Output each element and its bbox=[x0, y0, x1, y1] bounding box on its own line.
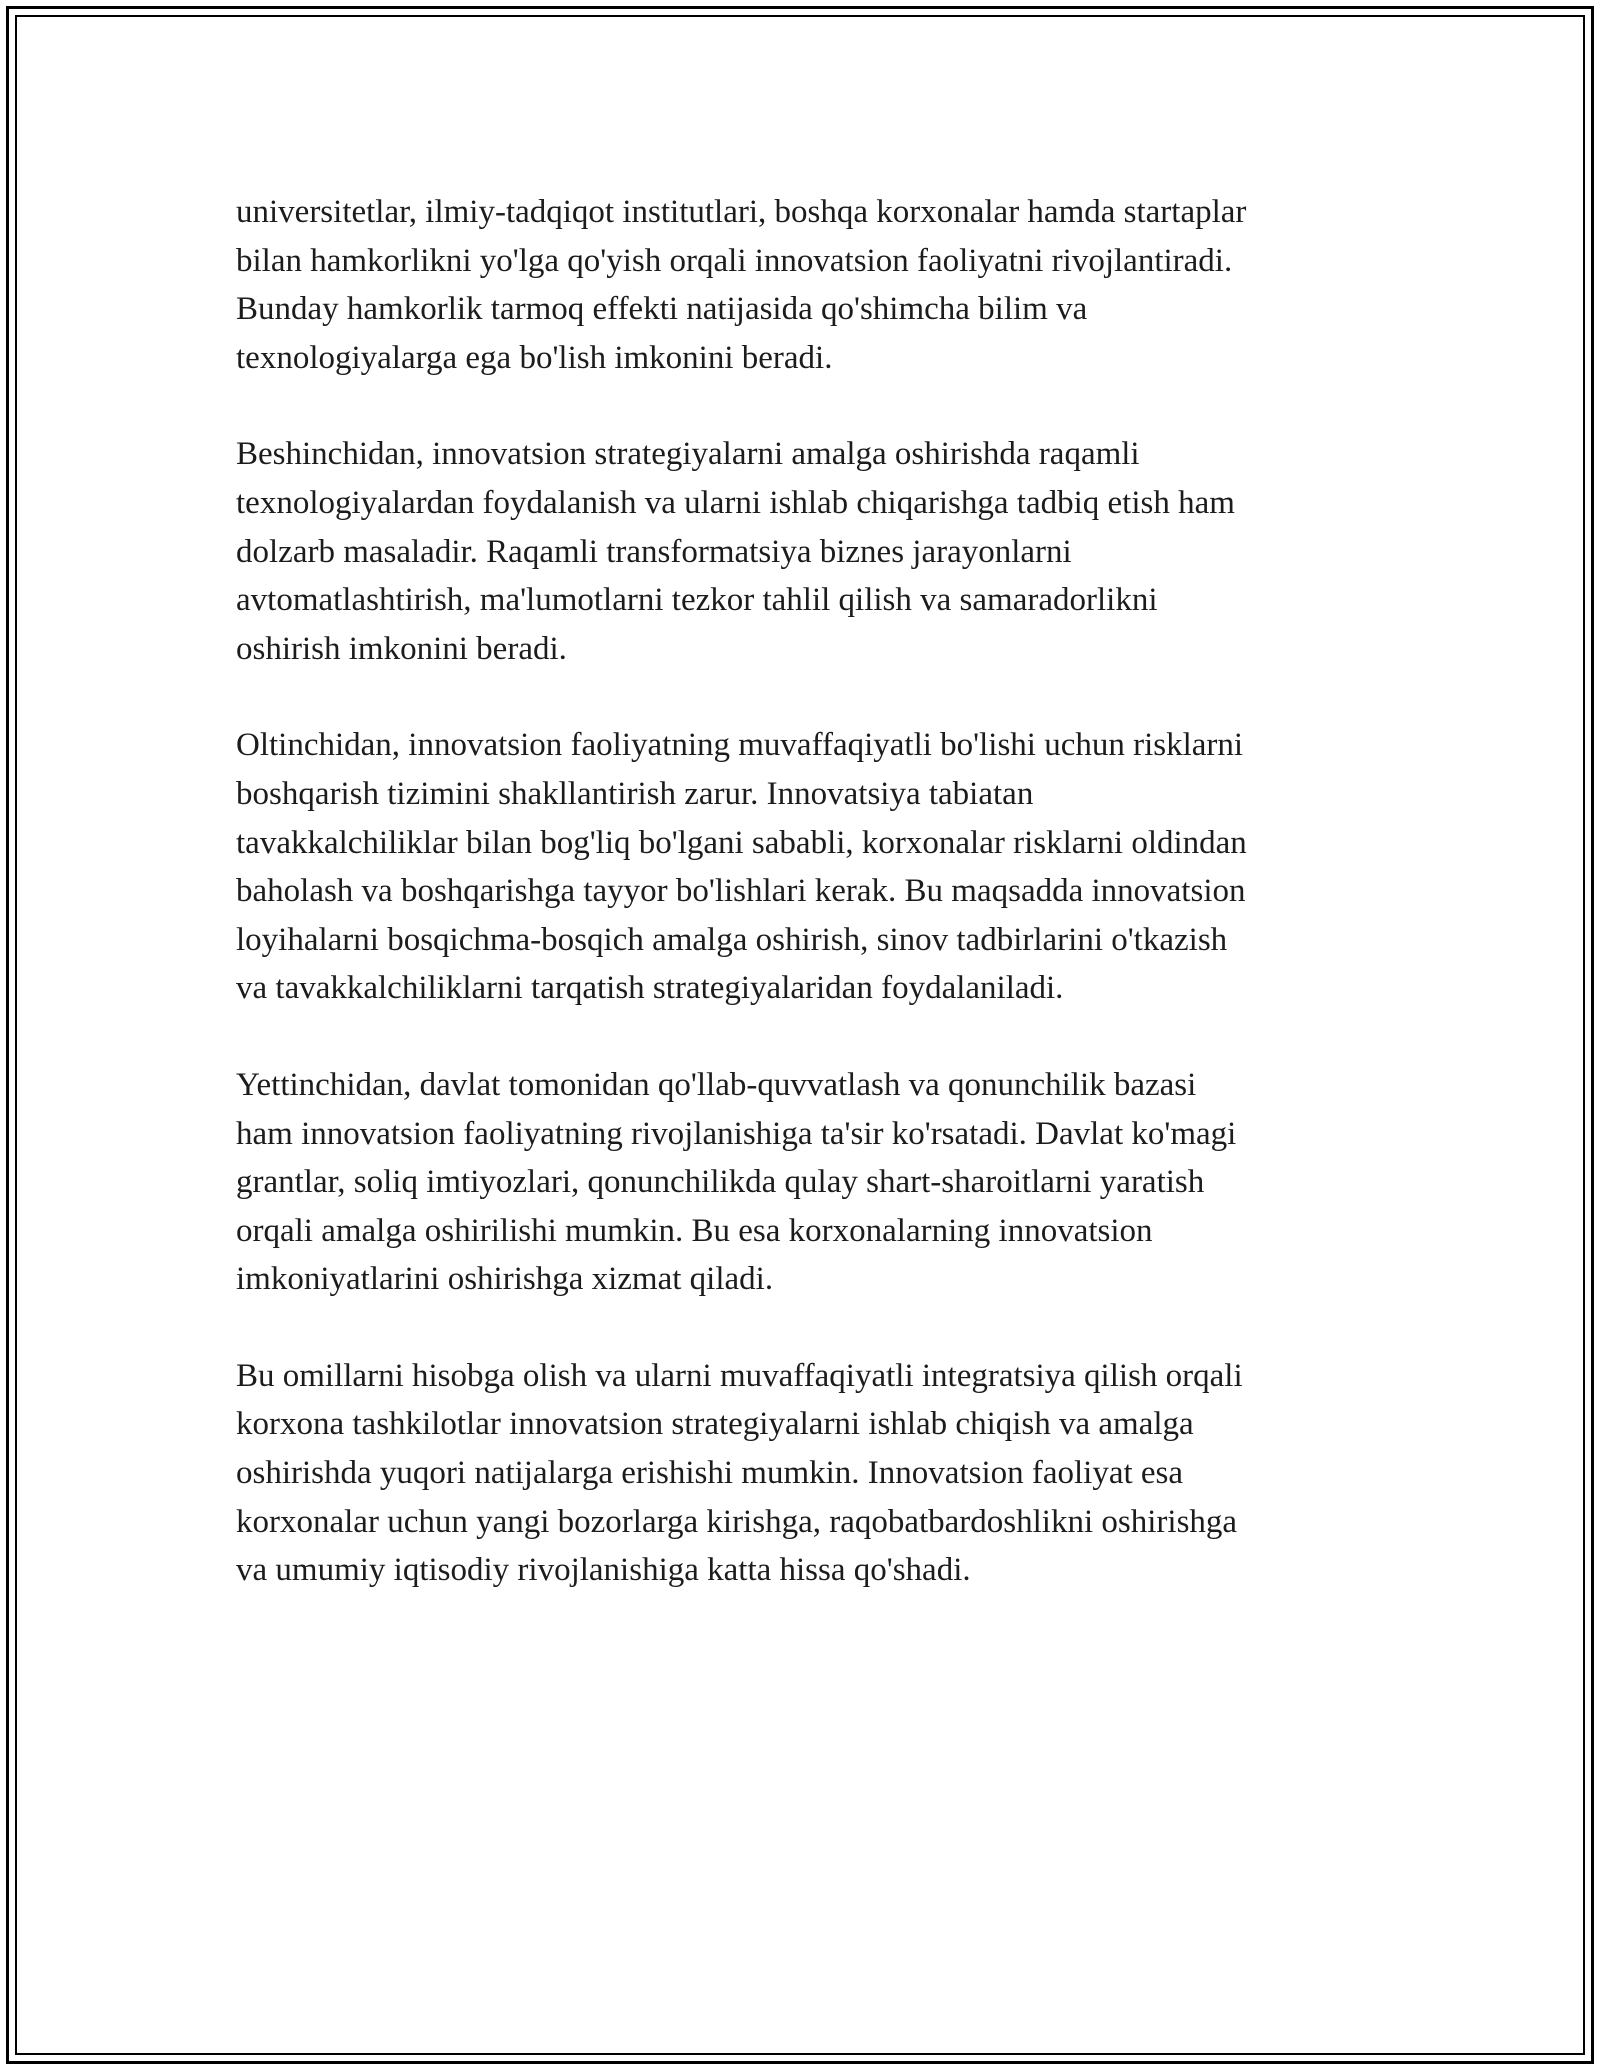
text-line: Oltinchidan, innovatsion faoliyatning muvaffaqiyatli bo'lishi uchun risklarni bbox=[236, 727, 1244, 764]
text-line: bilan hamkorlikni yo'lga qo'yish orqali innovatsion faoliyatni rivojlantiradi. bbox=[236, 242, 1233, 279]
text-line: avtomatlashtirish, ma'lumotlarni tezkor tahlil qilish va samaradorlikni bbox=[236, 582, 1158, 619]
text-line: Bu omillarni hisobga olish va ularni muvaffaqiyatli integratsiya qilish orqali bbox=[236, 1357, 1243, 1394]
text-line: universitetlar, ilmiy-tadqiqot institutlari, boshqa korxonalar hamda startaplar bbox=[236, 194, 1247, 230]
paragraph-fifth bbox=[236, 430, 1376, 673]
text-line: texnologiyalardan foydalanish va ularni ishlab chiqarishga tadbiq etish ham bbox=[236, 484, 1235, 521]
paragraph-conclusion bbox=[236, 1352, 1376, 1595]
text-line: texnologiyalarga ega bo'lish imkonini beradi. bbox=[236, 339, 833, 376]
text-line: va tavakkalchiliklarni tarqatish strategiyalaridan foydalaniladi. bbox=[236, 970, 1064, 1007]
paragraph-partnerships bbox=[236, 188, 1376, 382]
text-line: imkoniyatlarini oshirishga xizmat qiladi. bbox=[236, 1261, 774, 1298]
text-line: dolzarb masaladir. Raqamli transformatsiya biznes jarayonlarni bbox=[236, 533, 1072, 570]
text-line: loyihalarni bosqichma-bosqich amalga oshirish, sinov tadbirlarini o'tkazish bbox=[236, 921, 1228, 958]
text-line: boshqarish tizimini shakllantirish zarur. Innovatsiya tabiatan bbox=[236, 775, 1034, 812]
text-line: korxona tashkilotlar innovatsion strategiyalarni ishlab chiqish va amalga bbox=[236, 1406, 1194, 1443]
paragraph-sixth bbox=[236, 721, 1376, 1013]
text-line: Beshinchidan, innovatsion strategiyalarni amalga oshirishda raqamli bbox=[236, 436, 1140, 473]
text-line: baholash va boshqarishga tayyor bo'lishlari kerak. Bu maqsadda innovatsion bbox=[236, 873, 1246, 910]
text-line: grantlar, soliq imtiyozlari, qonunchilikda qulay shart-sharoitlarni yaratish bbox=[236, 1164, 1205, 1201]
document-body bbox=[236, 188, 1376, 1595]
text-line: tavakkalchiliklar bilan bog'liq bo'lgani sababli, korxonalar risklarni oldindan bbox=[236, 824, 1247, 861]
text-line: oshirishda yuqori natijalarga erishishi mumkin. Innovatsion faoliyat esa bbox=[236, 1455, 1184, 1492]
text-line: Bunday hamkorlik tarmoq effekti natijasida qo'shimcha bilim va bbox=[236, 291, 1088, 328]
text-line: oshirish imkonini beradi. bbox=[236, 630, 567, 667]
text-line: va umumiy iqtisodiy rivojlanishiga katta hissa qo'shadi. bbox=[236, 1552, 971, 1589]
paragraph-seventh bbox=[236, 1061, 1376, 1304]
text-line: ham innovatsion faoliyatning rivojlanishiga ta'sir ko'rsatadi. Davlat ko'magi bbox=[236, 1115, 1237, 1152]
text-line: orqali amalga oshirilishi mumkin. Bu esa korxonalarning innovatsion bbox=[236, 1212, 1153, 1249]
text-line: Yettinchidan, davlat tomonidan qo'llab-quvvatlash va qonunchilik bazasi bbox=[236, 1066, 1197, 1103]
text-line: korxonalar uchun yangi bozorlarga kirishga, raqobatbardoshlikni oshirishga bbox=[236, 1503, 1238, 1540]
